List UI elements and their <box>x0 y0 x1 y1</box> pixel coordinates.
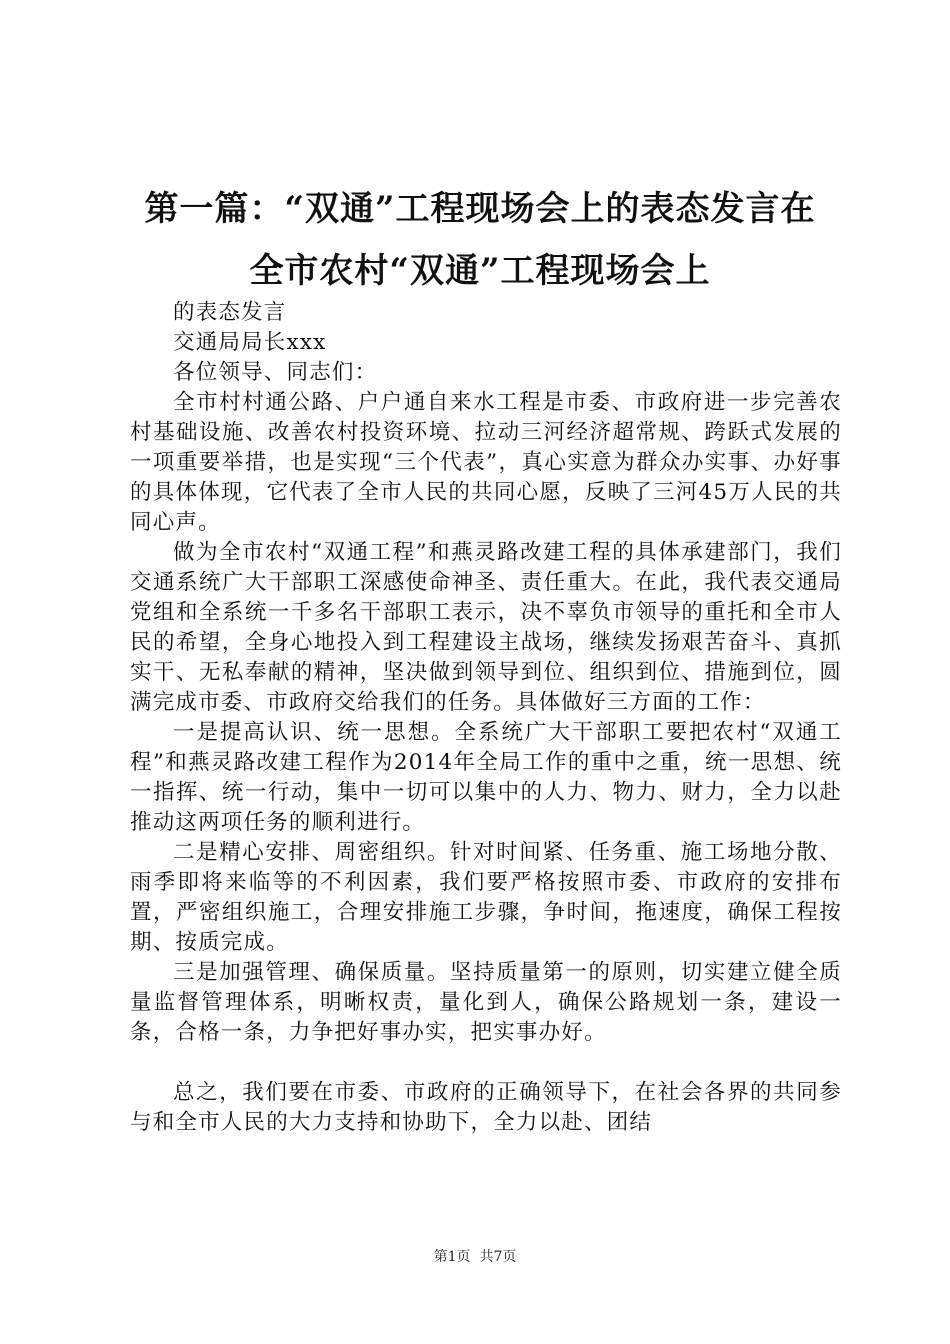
body-paragraph: 全市村村通公路、户户通自来水工程是市委、市政府进一步完善农村基础设施、改善农村投资环境、拉动三河经济超常规、跨跃式发展的一项重要举措，也是实现“三个代表”，真心实意为群众办实事、办好事的具体体现，它代表了全市人民的共同心愿，反映了三河45万人民的共同心声。 <box>130 390 842 535</box>
body-paragraph: 二是精心安排、周密组织。针对时间紧、任务重、施工场地分散、雨季即将来临等的不利因素，我们要严格按照市委、市政府的安排布置，严密组织施工，合理安排施工步骤，争时间，拖速度，确保工程按期、按质完成。 <box>130 840 842 955</box>
salutation: 各位领导、同志们： <box>173 360 378 385</box>
body-paragraph: 一是提高认识、统一思想。全系统广大干部职工要把农村“双通工程”和燕灵路改建工程作为2014年全局工作的重中之重，统一思想、统一指挥、统一行动，集中一切可以集中的人力、物力、财力，全力以赴推动这两项任务的顺利进行。 <box>130 720 842 835</box>
title-line-2: 全市农村“双通”工程现场会上 <box>249 251 711 291</box>
subtitle-paragraph: 的表态发言 <box>173 300 287 325</box>
speaker-line: 交通局局长xxx <box>173 330 327 355</box>
title-line-1: 第一篇：“双通”工程现场会上的表态发言在 <box>144 189 816 229</box>
body-paragraph: 做为全市农村“双通工程”和燕灵路改建工程的具体承建部门，我们交通系统广大干部职工深感使命神圣、责任重大。在此，我代表交通局党组和全系统一千多名干部职工表示，决不辜负市领导的重托和全市人民的希望，全身心地投入到工程建设主战场，继续发扬艰苦奋斗、真抓实干、无私奉献的精神，坚决做到领导到位、组织到位、措施到位，圆满完成市委、市政府交给我们的任务。具体做好三方面的工作： <box>130 540 842 715</box>
document-title <box>130 178 830 302</box>
conclusion-paragraph: 总之，我们要在市委、市政府的正确领导下，在社会各界的共同参与和全市人民的大力支持和协助下，全力以赴、团结 <box>130 1080 842 1135</box>
body-paragraph: 三是加强管理、确保质量。坚持质量第一的原则，切实建立健全质量监督管理体系，明晰权责，量化到人，确保公路规划一条，建设一条，合格一条，力争把好事办实，把实事办好。 <box>130 960 842 1045</box>
document-body <box>130 298 842 1138</box>
page-footer: 第1页 共7页 <box>433 1249 517 1265</box>
